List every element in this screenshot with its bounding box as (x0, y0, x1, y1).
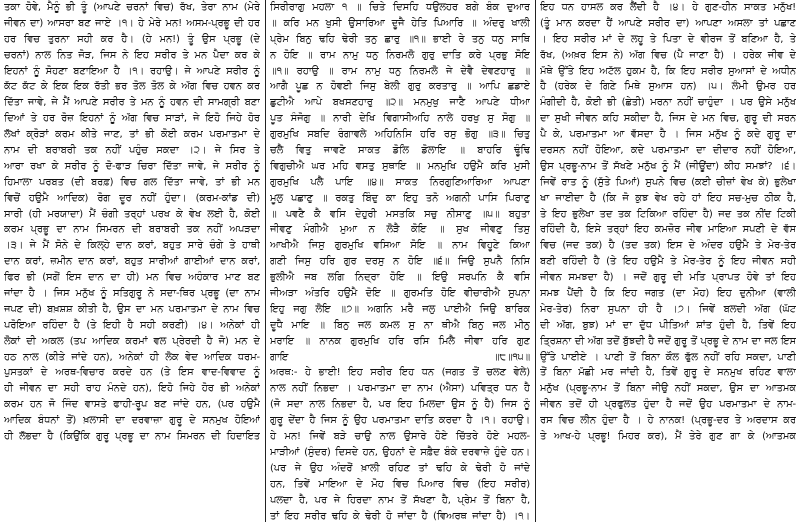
text-line: ਨ ਹੋਇ ॥ ਰਾਮ ਨਾਮੁ ਧਨੁ ਨਿਰਮਲੋ ਗੁਰੁ ਦਾਤਿ ਕਰੇ ਪ੍ਰਭੁ ਸੋਇ (270, 49, 530, 61)
text-line: ਗੁਰੂ ਦੇਂਦਾ ਹੈ ਜਿਸ ਨੂੰ ਉਹ ਪਰਮਾਤਮਾ ਦਾਤਿ ਕਰਦਾ ਹੈ ।੧। ਰਹਾਉ। (270, 415, 530, 427)
text-line: ਮੇਰ-ਤੇਰ) ਨਿਰਾ ਸੁਪਨਾ ਹੀ ਹੈ ।੭। ਜਿਵੇਂ ਬਲਦੀ ਅੱਗ (ਘੱਟ (540, 303, 796, 315)
text-line: ਜੀਵਨ ਤਦੋਂ ਹੀ ਪ੍ਰਫੁਲਤ ਹੁੰਦਾ ਹੈ ਜਦੋਂ ਉਹ ਪਰਮਾਤਮਾ ਦੇ ਨਾਮ- (540, 399, 796, 411)
text-line: ਨਾਲ ਨਹੀਂ ਨਿਭਦਾ । ਪਰਮਾਤਮਾ ਦਾ ਨਾਮ (ਐਸਾ) ਪਵਿਤ੍ਰ ਧਨ ਹੈ (270, 383, 530, 395)
text-line: ਉੱਤੇ ਪਾਈਏ । ਪਾਣੀ ਤੋਂ ਬਿਨਾ ਕੌਲ ਫੁੱਲ ਨਹੀਂ ਰਹਿ ਸਕਦਾ, ਪਾਣੀ (540, 351, 796, 363)
text-line: ਹੀ ਜੀਵਨ ਦਾ ਸਹੀ ਰਾਹ ਮੰਨਦੇ ਹਨ), ਇਹੋ ਜਿਹੇ ਹੋਰ ਭੀ ਅਨੇਕਾਂ (4, 383, 260, 395)
text-line: ਭੁਲੀਐ ਜਬ ਲਗਿ ਨਿਦ੍ਰਾ ਹੋਇ ॥ ਇਉ ਸਰਪਨਿ ਕੈ ਵਸਿ (270, 272, 530, 284)
column-left (0, 0, 264, 522)
text-line: ॥ ਪਵਣੈ ਕੈ ਵਸਿ ਦੇਹੁਰੀ ਮਸਤਕਿ ਸਚੁ ਨੀਸਾਣੁ ॥੫॥ ਬਹੁਤਾ (270, 208, 530, 220)
text-line: ਮੂਲੁ ਪਛਾਣੁ ॥ ਰਕਤੁ ਬਿੰਦੁ ਕਾ ਇਹੁ ਤਨੋ ਅਗਨੀ ਪਾਸਿ ਪਿਰਾਣੁ (270, 192, 530, 204)
text-line: ਤੋਂ ਬਿਨਾ ਮੱਛੀ ਮਰ ਜਾਂਦੀ ਹੈ, ਤਿਵੇਂ ਗੁਰੂ ਦੇ ਸਨਮੁਖ ਰਹਿਣ ਵਾਲਾ (540, 367, 796, 379)
text-line: ਅਰਥ:- ਹੇ ਭਾਈ! ਇਹ ਸਰੀਰ ਇਹ ਧਨ (ਜਗਤ ਤੋਂ ਚਲਣ ਵੇਲੇ) (270, 367, 530, 379)
text-line: ਹਿਮਾਲਾ ਪਰਬਤ (ਦੀ ਬਰਫ਼) ਵਿਚ ਗਲ ਦਿੱਤਾ ਜਾਵੇ, ਤਾਂ ਭੀ ਮਨ (4, 176, 260, 188)
text-line: ਦੀ ਅੱਗ, ਬੁਝ) ਮਾਂ ਦਾ ਦੁੱਧ ਪੀਤਿਆਂ ਸ਼ਾਂਤ ਹੁੰਦੀ ਹੈ, ਤਿਵੇਂ ਇਹ (540, 319, 796, 331)
text-line: ਪੈ ਕੇ, ਪਰਮਾਤਮਾ ਆ ਵੱਸਦਾ ਹੈ । ਜਿਸ ਮਨੁੱਖ ਨੂੰ ਕਦੇ ਗੁਰੂ ਦਾ (540, 129, 796, 141)
text-line: ਹਰ ਵਿਚ ਤੁਰਨਾ ਸਹੀ ਕਰ ਹੈ। (ਹੇ ਮਨ!) ਤੂੰ ਉਸ ਪ੍ਰਭੂ (ਦੇ (4, 33, 260, 45)
text-line: । ਇਹ ਸਰੀਰ ਮਾਂ ਦੇ ਲਹੂ ਤੇ ਪਿਤਾ ਦੇ ਵੀਰਜ ਤੋਂ ਬਣਿਆ ਹੈ, ਤੇ (540, 33, 796, 45)
text-line: ॥ ਕਰਿ ਮਨ ਖੁਸੀ ਉਸਾਰਿਆ ਦੂਜੈ ਹੇਤਿ ਪਿਆਰਿ ॥ ਅੰਦਰੁ ਖਾਲੀ (270, 17, 530, 29)
text-line: ਸਮਝ ਪੈਂਦੀ ਹੈ ਕਿ ਇਹ ਜਗਤ (ਦਾ ਮੋਹ) ਇਹ ਦੁਨੀਆ (ਵਾਲੀ (540, 288, 796, 300)
text-line: ਦਿਆਂ ਤੇ ਹਰ ਰੋਜ਼ ਇਹਨਾਂ ਨੂੰ ਅੱਗ ਵਿਚ ਸਾੜਾਂ, ਜੇ ਇਹੋ ਜਿਹੇ ਹੋਰ (4, 113, 260, 125)
text-line: ਹਨ, ਤਿਵੇਂ ਮਾਇਆ ਦੇ ਮੋਹ ਵਿਚ ਪਿਆਰ ਵਿਚ (ਇਹ ਸਰੀਰ) (270, 478, 530, 490)
text-line: ਤ੍ਰਿਸ਼ਨਾ ਦੀ ਅੱਗ ਤਦੋਂ ਬੁੱਝਦੀ ਹੈ ਜਦੋਂ ਗੁਰੂ ਤੋਂ ਪ੍ਰਭੂ ਦੇ ਨਾਮ ਦਾ ਜਲ ਇਸ (540, 335, 796, 347)
text-line: ਗਣੀ ਜਿਸੁ ਹਰਿ ਗੁਰ ਦਰਸੁ ਨ ਹੋਇ ॥੬॥ ਜਿਉ ਸੁਪਨੈ ਨਿਸਿ (270, 256, 530, 268)
text-line: ਮੰਗੀਦੀ ਹੈ, ਕੋਈ ਭੀ (ਛੇਤੀ) ਮਰਨਾ ਨਹੀਂ ਚਾਹੁੰਦਾ । ਪਰ ਉਸੇ ਮਨੁੱਖ (540, 97, 796, 109)
text-line: ਰਹਿੰਦੀ ਹੈ, ਇਸੇ ਤਰ੍ਹਾਂ ਇਹ ਕਮਜ਼ੋਰ ਜੀਵ ਮਾਇਆ ਸਪਣੀ ਦੇ ਵੱਸ (540, 224, 796, 236)
text-line: ਸਿਰੀਰਾਗੁ ਮਹਲਾ ੧ ॥ ਚਿਤੇ ਦਿਸਹਿ ਧਉਲਹਰ ਬਗੇ ਬੰਕ ਦੁਆਰ (270, 2, 530, 13)
text-line: ਉਸ ਪ੍ਰਭੂ-ਨਾਮ ਤੋਂ ਸੱਖਣੇ ਮਨੁੱਖ ਨੂੰ ਮੈਂ (ਜੀਊਂਦਾ) ਕੀਹ ਸਮਝਾਂ? ।੬। (540, 160, 796, 172)
text-line: ਵਿਚ (ਜਦ ਤਕ) ਹੈ (ਤਦ ਤਕ) ਇਸ ਦੇ ਅੰਦਰ ਹਉਮੈ ਤੇ ਮੇਰ-ਤੇਰ (540, 240, 796, 252)
text-line: ਵਿਚੋਂ ਹਉਮੈ ਆਦਿਕ) ਰੋਗ ਦੂਰ ਨਹੀਂ ਹੁੰਦਾ। (ਕਰਮ-ਕਾਂਡ ਦੀ) (4, 192, 260, 204)
text-line: ਗਾਇ ॥੮॥੧੫॥ (270, 351, 530, 363)
text-line: ਜਪਣ ਦੀ) ਬਖ਼ਸ਼ਸ਼ ਕੀਤੀ ਹੈ, ਉਸ ਦਾ ਮਨ ਪਰਮਾਤਮਾ ਦੇ ਨਾਮ ਵਿਚ (4, 303, 260, 315)
text-line: ਰੱਖ, (ਅਖ਼ਰ ਇਸ ਨੇ) ਅੱਗ ਵਿਚ (ਪੈ ਜਾਣਾ ਹੈ) । ਹਰੇਕ ਜੀਵ ਦੇ (540, 49, 796, 61)
text-line: ਹੇ ਮਨ! ਜਿਵੇਂ ਬੜੇ ਚਾਉ ਨਾਲ ਉਸਾਰੇ ਹੋਏ ਚਿੱਤਰੇ ਹੋਏ ਮਹਲ- (270, 431, 530, 443)
text-line: ਗੁਰਮੁਖਿ ਪਲੈ ਪਾਇ ॥੪॥ ਸਾਕਤ ਨਿਰਗੁਣਿਆਰਿਆ ਆਪਣਾ (270, 176, 530, 188)
text-line: ਤਾਂ ਇਹ ਸਰੀਰ ਢਹਿ ਕੇ ਢੇਰੀ ਹੋ ਜਾਂਦਾ ਹੈ (ਵਿਅਰਥ ਜਾਂਦਾ ਹੈ) ।੧। (270, 510, 530, 522)
text-line: ਦਰਸਨ ਨਹੀਂ ਹੋਇਆ, ਕਦੇ ਪਰਮਾਤਮਾ ਦਾ ਦੀਦਾਰ ਨਹੀਂ ਹੋਇਆ, (540, 145, 796, 157)
text-line: ਪੂਤ ਸੰਜੋਗੁ ॥ ਨਾਰੀ ਦੇਖਿ ਵਿਗਾਸੀਅਹਿ ਨਾਲੇ ਹਰਖੁ ਸੁ ਸੋਗੁ ॥ (270, 113, 530, 125)
text-line: ਖਾ ਜਾਈਦਾ ਹੈ (ਕਿ ਜੋ ਕੁਝ ਵੇਖ ਰਹੇ ਹਾਂ ਇਹ ਸਚ-ਮੁਚ ਠੀਕ ਹੈ, (540, 192, 796, 204)
text-line: ਸਾਰੀ (ਹੀ ਮਰਯਾਦਾ) ਮੈਂ ਚੰਗੀ ਤਰ੍ਹਾਂ ਪਰਖ ਕੇ ਵੇਖ ਲਈ ਹੈ, ਕੋਈ (4, 208, 260, 220)
text-line: ਗੁਰਮੁਖਿ ਸਬਦਿ ਰੰਗਾਵਲੇ ਅਹਿਨਿਸਿ ਹਰਿ ਰਸੁ ਭੋਗੁ ॥੩॥ ਚਿਤੁ (270, 129, 530, 141)
text-line: ਹਠ ਨਾਲ (ਕੀਤੇ ਜਾਂਦੇ ਹਨ), ਅਨੇਕਾਂ ਹੀ ਲੋਕ ਵੇਦ ਆਦਿਕ ਧਰਮ- (4, 351, 260, 363)
text-line: ਹੀ ਲੱਭਦਾ ਹੈ (ਕਿਉਂਕਿ ਗੁਰੂ ਪ੍ਰਭੂ ਦਾ ਨਾਮ ਸਿਮਰਨ ਦੀ ਹਿਦਾਇਤ (4, 431, 260, 443)
text-line: ਦਾਨ ਕਰਾਂ, ਜ਼ਮੀਨ ਦਾਨ ਕਰਾਂ, ਬਹੁਤ ਸਾਰੀਆਂ ਗਾਈਆਂ ਦਾਨ ਕਰਾਂ, (4, 256, 260, 268)
text-line: ਦੂਧੈ ਮਾਇ ॥ ਬਿਨੁ ਜਲ ਕਮਲ ਸੁ ਨਾ ਥੀਐ ਬਿਨੁ ਜਲ ਮੀਨੁ (270, 319, 530, 331)
text-line: ਛੁਟੀਐ ਆਪੇ ਬਖਸਣਹਾਰੁ ॥੨॥ ਮਨਮੁਖੁ ਜਾਣੈ ਆਪਣੇ ਧੀਆ (270, 97, 530, 109)
text-line: ਮੱਥੇ ਉੱਤੇ ਇਹ ਅਟੱਲ ਹੁਕਮ ਹੈ, ਕਿ ਇਹ ਸਰੀਰ ਸੁਆਸਾਂ ਦੇ ਅਧੀਨ (540, 65, 796, 77)
text-line: ਦਾ ਸੁਖੀ ਜੀਵਨ ਕਹਿ ਸਕੀਦਾ ਹੈ, ਜਿਸ ਦੇ ਮਨ ਵਿਚ, ਗੁਰੂ ਦੀ ਸਰਨ (540, 113, 796, 125)
column-right (536, 0, 800, 522)
text-line: ਲੋਕਾਂ ਦੀ ਅਕਲ (ਤਪ ਆਦਿਕ ਕਰਮਾਂ ਵਲ ਪ੍ਰੇਰਦੀ ਹੈ ਜੋ) ਮਨ ਦੇ (4, 335, 260, 347)
text-line: ਆਖੀਐ ਜਿਸੁ ਗੁਰਮੁਖਿ ਵਸਿਆ ਸੋਇ ॥ ਨਾਮ ਵਿਹੂਣੇ ਕਿਆ (270, 240, 530, 252)
text-line: ਆਰਾ ਰਖਾ ਕੇ ਸਰੀਰ ਨੂੰ ਦੋ-ਫਾੜ ਚਿਰਾ ਦਿੱਤਾ ਜਾਵੇ, ਜੇ ਸਰੀਰ ਨੂੰ (4, 160, 260, 172)
text-line: ਜੀਅੜਾ ਅੰਤਰਿ ਹਉਮੈ ਦੋਇ ॥ ਗੁਰਮਤਿ ਹੋਇ ਵੀਚਾਰੀਐ ਸੁਪਨਾ (270, 288, 530, 300)
text-line: ਇਹ ਧਨ ਹਾਸਲ ਕਰ ਲੈਂਦੀ ਹੈ ।੪। ਹੇ ਗੁਣ-ਹੀਨ ਸਾਕਤ ਮਨੁੱਖ! (540, 2, 796, 13)
text-line: ॥੧॥ ਰਹਾਉ ॥ ਰਾਮ ਨਾਮੁ ਧਨੁ ਨਿਰਮਲੋ ਜੇ ਦੇਵੈ ਦੇਵਣਹਾਰੁ ॥ (270, 65, 530, 77)
text-line: ਜੀਵਨ ਸਮਝਦਾ ਹੈ) । ਜਦੋਂ ਗੁਰੂ ਦੀ ਮਤਿ ਪ੍ਰਾਪਤ ਹੋਵੇ ਤਾਂ ਇਹ (540, 272, 796, 284)
text-line: ਪੁਸਤਕਾਂ ਦੇ ਅਰਥ-ਵਿਚਾਰ ਕਰਦੇ ਹਨ (ਤੇ ਇਸ ਵਾਦ-ਵਿਵਾਦ ਨੂੰ (4, 367, 260, 379)
text-line: ਇਹਨਾਂ ਨੂੰ ਸੋਹਣਾ ਬਣਾਇਆ ਹੈ ।੧। ਰਹਾਉ। ਜੇ ਆਪਣੇ ਸਰੀਰ ਨੂੰ (4, 65, 260, 77)
text-line: ਤੇ ਆਖ-ਹੇ ਪ੍ਰਭੂ! ਮਿਹਰ ਕਰ), ਮੈਂ ਤੇਰੇ ਗੁਣ ਗਾ ਕੇ (ਆਤਮਕ (540, 431, 796, 443)
text-line: ਆਦਿਕ ਬੰਧਨਾਂ ਤੋਂ) ਖ਼ਲਾਸੀ ਦਾ ਦਰਵਾਜ਼ਾ ਗੁਰੂ ਦੇ ਸਨਮੁਖ ਹੋਇਆਂ (4, 415, 260, 427)
text-line: ਜਾਂਦਾ ਹੈ । ਜਿਸ ਮਨੁੱਖ ਨੂੰ ਸਤਿਗੁਰੂ ਨੇ ਸਦਾ-ਥਿਰ ਪ੍ਰਭੂ (ਦਾ ਨਾਮ (4, 288, 260, 300)
text-line: ਇਹੁ ਜਗੁ ਲੋਇ ॥੭॥ ਅਗਨਿ ਮਰੈ ਜਲੁ ਪਾਈਐ ਜਿਉ ਬਾਰਿਕ (270, 303, 530, 315)
text-line: ਤਕਾ ਹੋਵੇ, ਮੈਨੂੰ ਭੀ ਤੂੰ (ਆਪਣੇ ਚਰਨਾਂ ਵਿਚ) ਰੱਖ, ਤੇਰਾ ਨਾਮ (ਮੇਰੇ (4, 2, 260, 13)
text-line: ਤੇ ਇਹ ਭੁਲੇਖਾ ਤਦ ਤਕ ਟਿਕਿਆ ਰਹਿੰਦਾ ਹੈ) ਜਦ ਤਕ ਨੀਂਦ ਟਿਕੀ (540, 208, 796, 220)
text-line: ਚਰਨਾਂ) ਨਾਲ ਨਿਤ ਜੋੜ, ਜਿਸ ਨੇ ਇਹ ਸਰੀਰ ਤੇ ਮਨ ਪੈਦਾ ਕਰ ਕੇ (4, 49, 260, 61)
text-line: ਆਗੈ ਪੂਛ ਨ ਹੋਵਈ ਜਿਸੁ ਬੇਲੀ ਗੁਰੁ ਕਰਤਾਰੁ ॥ ਆਪਿ ਛਡਾਏ (270, 81, 530, 93)
text-line: ਲੱਖਾਂ ਕ੍ਰੋੜਾਂ ਕਰਮ ਕੀਤੇ ਜਾਣ, ਤਾਂ ਭੀ ਕੋਈ ਕਰਮ ਪਰਮਾਤਮਾ ਦੇ (4, 129, 260, 141)
text-line: ਜੀਵਣੁ ਮੰਗੀਐ ਮੁਆ ਨ ਲੋੜੈ ਕੋਇ ॥ ਸੁਖ ਜੀਵਣੁ ਤਿਸੁ (270, 224, 530, 236)
text-line: ਬਣੀ ਰਹਿੰਦੀ ਹੈ (ਤੇ ਇਹ ਹਉਮੈ ਤੇ ਮੇਰ-ਤੇਰ ਨੂੰ ਇਹ ਜੀਵਨ ਸਹੀ (540, 256, 796, 268)
text-line: ਹੈ (ਹਰੇਕ ਦੇ ਗਿਣੇ ਮਿਥੇ ਸੁਆਸ ਹਨ) ।੫। ਲੰਮੀ ਉਮਰ ਹਰ (540, 81, 796, 93)
text-line: ਮਰਾਇ ॥ ਨਾਨਕ ਗੁਰਮੁਖਿ ਹਰਿ ਰਸਿ ਮਿਲੈ ਜੀਵਾ ਹਰਿ ਗੁਣ (270, 335, 530, 347)
text-line: ਕੱਟ ਕੱਟ ਕੇ ਇਕ ਇਕ ਰੱਤੀ ਭਰ ਤੋਲ ਤੋਲ ਕੇ ਅੱਗ ਵਿਚ ਹਵਨ ਕਰ (4, 81, 260, 93)
text-line: ਨਾਮ ਦੀ ਬਰਾਬਰੀ ਤਕ ਨਹੀਂ ਪਹੁੰਚ ਸਕਦਾ ।੨। ਜੇ ਸਿਰ ਤੇ (4, 145, 260, 157)
text-line: ਮਾੜੀਆਂ (ਸੁੰਦਰ) ਦਿਸਦੇ ਹਨ, ਉਹਨਾਂ ਦੇ ਸਫ਼ੈਦ ਬੰਕੇ ਦਰਵਾਜ਼ੇ ਹੁੰਦੇ ਹਨ। (270, 446, 530, 458)
text-line: (ਪਰ ਜੇ ਉਹ ਅੰਦਰੋਂ ਖ਼ਾਲੀ ਰਹਿਣ ਤਾਂ ਢਹਿ ਕੇ ਢੇਰੀ ਹੋ ਜਾਂਦੇ (270, 462, 530, 474)
column-middle (266, 0, 534, 522)
text-line: ਕਰਮ ਪ੍ਰਭੂ ਦਾ ਨਾਮ ਸਿਮਰਨ ਦੀ ਬਰਾਬਰੀ ਤਕ ਨਹੀਂ ਅਪੜਦਾ (4, 224, 260, 236)
text-line: ਫਿਰ ਭੀ (ਸਗੋਂ ਇਸ ਦਾਨ ਦਾ ਹੀ) ਮਨ ਵਿਚ ਅਹੰਕਾਰ ਮਾਣ ਬਣ (4, 272, 260, 284)
text-line: ।੩। ਜੇ ਮੈਂ ਸੋਨੇ ਦੇ ਕਿਲ੍ਹੇ ਦਾਨ ਕਰਾਂ, ਬਹੁਤ ਸਾਰੇ ਚੰਗੇ ਤੇ ਹਾਥੀ (4, 240, 260, 252)
text-line: ਕਰਮ ਹਨ ਜੋ ਜਿੰਦ ਵਾਸਤੇ ਫਾਹੀ-ਰੂਪ ਬਣ ਜਾਂਦੇ ਹਨ, (ਪਰ ਹਉਮੈ (4, 399, 260, 411)
text-line: (ਜੋ ਸਦਾ ਨਾਲ ਨਿਭਦਾ ਹੈ, ਪਰ ਇਹ ਮਿਲਦਾ ਉਸ ਨੂੰ ਹੈ) ਜਿਸ ਨੂੰ (270, 399, 530, 411)
text-line: ਰਸ ਵਿਚ ਲੀਨ ਹੁੰਦਾ ਹੈ । ਹੇ ਨਾਨਕ! (ਪ੍ਰਭੂ-ਦਰ ਤੇ ਅਰਦਾਸ ਕਰ (540, 415, 796, 427)
text-line: ਮਨੁੱਖ (ਪ੍ਰਭੂ-ਨਾਮ ਤੋਂ ਬਿਨਾ ਜੀਉ ਨਹੀਂ ਸਕਦਾ, ਉਸ ਦਾ ਆਤਮਕ (540, 383, 796, 395)
text-line: ਵਿਗੁਚੀਐ ਘਰ ਮਹਿ ਵਸਤੁ ਸੁਥਾਇ ॥ ਮਨਮੁਖਿ ਹਉਮੈ ਕਰਿ ਮੁਸੀ (270, 160, 530, 172)
text-line: ਪ੍ਰੇਮ ਬਿਨੁ ਢਹਿ ਢੇਰੀ ਤਨੁ ਛਾਰੁ ॥੧॥ ਭਾਈ ਰੇ ਤਨੁ ਧਨੁ ਸਾਥਿ (270, 33, 530, 45)
text-line: ਜੀਵਨ ਦਾ) ਆਸਰਾ ਬਣ ਜਾਏ ।੧। ਹੇ ਮੇਰੇ ਮਨ! ਅਸਮ-ਪ੍ਰਭੂ ਦੀ ਹਰ (4, 17, 260, 29)
text-line: ਪਲਦਾ ਹੈ, ਪਰ ਜੇ ਹਿਰਦਾ ਨਾਮ ਤੋਂ ਸੱਖਣਾ ਹੈ, ਪ੍ਰੇਮ ਤੋਂ ਬਿਨਾ ਹੈ, (270, 494, 530, 506)
text-line: (ਤੂੰ ਮਾਨ ਕਰਦਾ ਹੈਂ ਆਪਣੇ ਸਰੀਰ ਦਾ) ਆਪਣਾ ਅਸਲਾ ਤਾਂ ਪਛਾਣ (540, 17, 796, 29)
text-line: ਜਿਵੇਂ ਰਾਤ ਨੂੰ (ਸੁੱਤੇ ਪਿਆਂ) ਸੁਪਨੇ ਵਿਚ (ਕਈ ਚੀਜ਼ਾਂ ਵੇਖ ਕੇ) ਭੁਲੇਖਾ (540, 176, 796, 188)
text-line: ਪਰੋਇਆ ਰਹਿੰਦਾ ਹੈ (ਤੇ ਇਹੀ ਹੈ ਸਹੀ ਕਰਣੀ) ।੪। ਅਨੇਕਾਂ ਹੀ (4, 319, 260, 331)
text-line: ਦਿੱਤਾ ਜਾਵੇ, ਜੇ ਮੈਂ ਆਪਣੇ ਸਰੀਰ ਤੇ ਮਨ ਨੂੰ ਹਵਨ ਦੀ ਸਾਮਗ੍ਰੀ ਬਣਾ (4, 97, 260, 109)
text-line: ਚਲੈ ਵਿਤੁ ਜਾਵਣੋ ਸਾਕਤ ਡੋਲਿ ਡੋਲਾਇ ॥ ਬਾਹਰਿ ਢੂੰਢਿ (270, 145, 530, 157)
